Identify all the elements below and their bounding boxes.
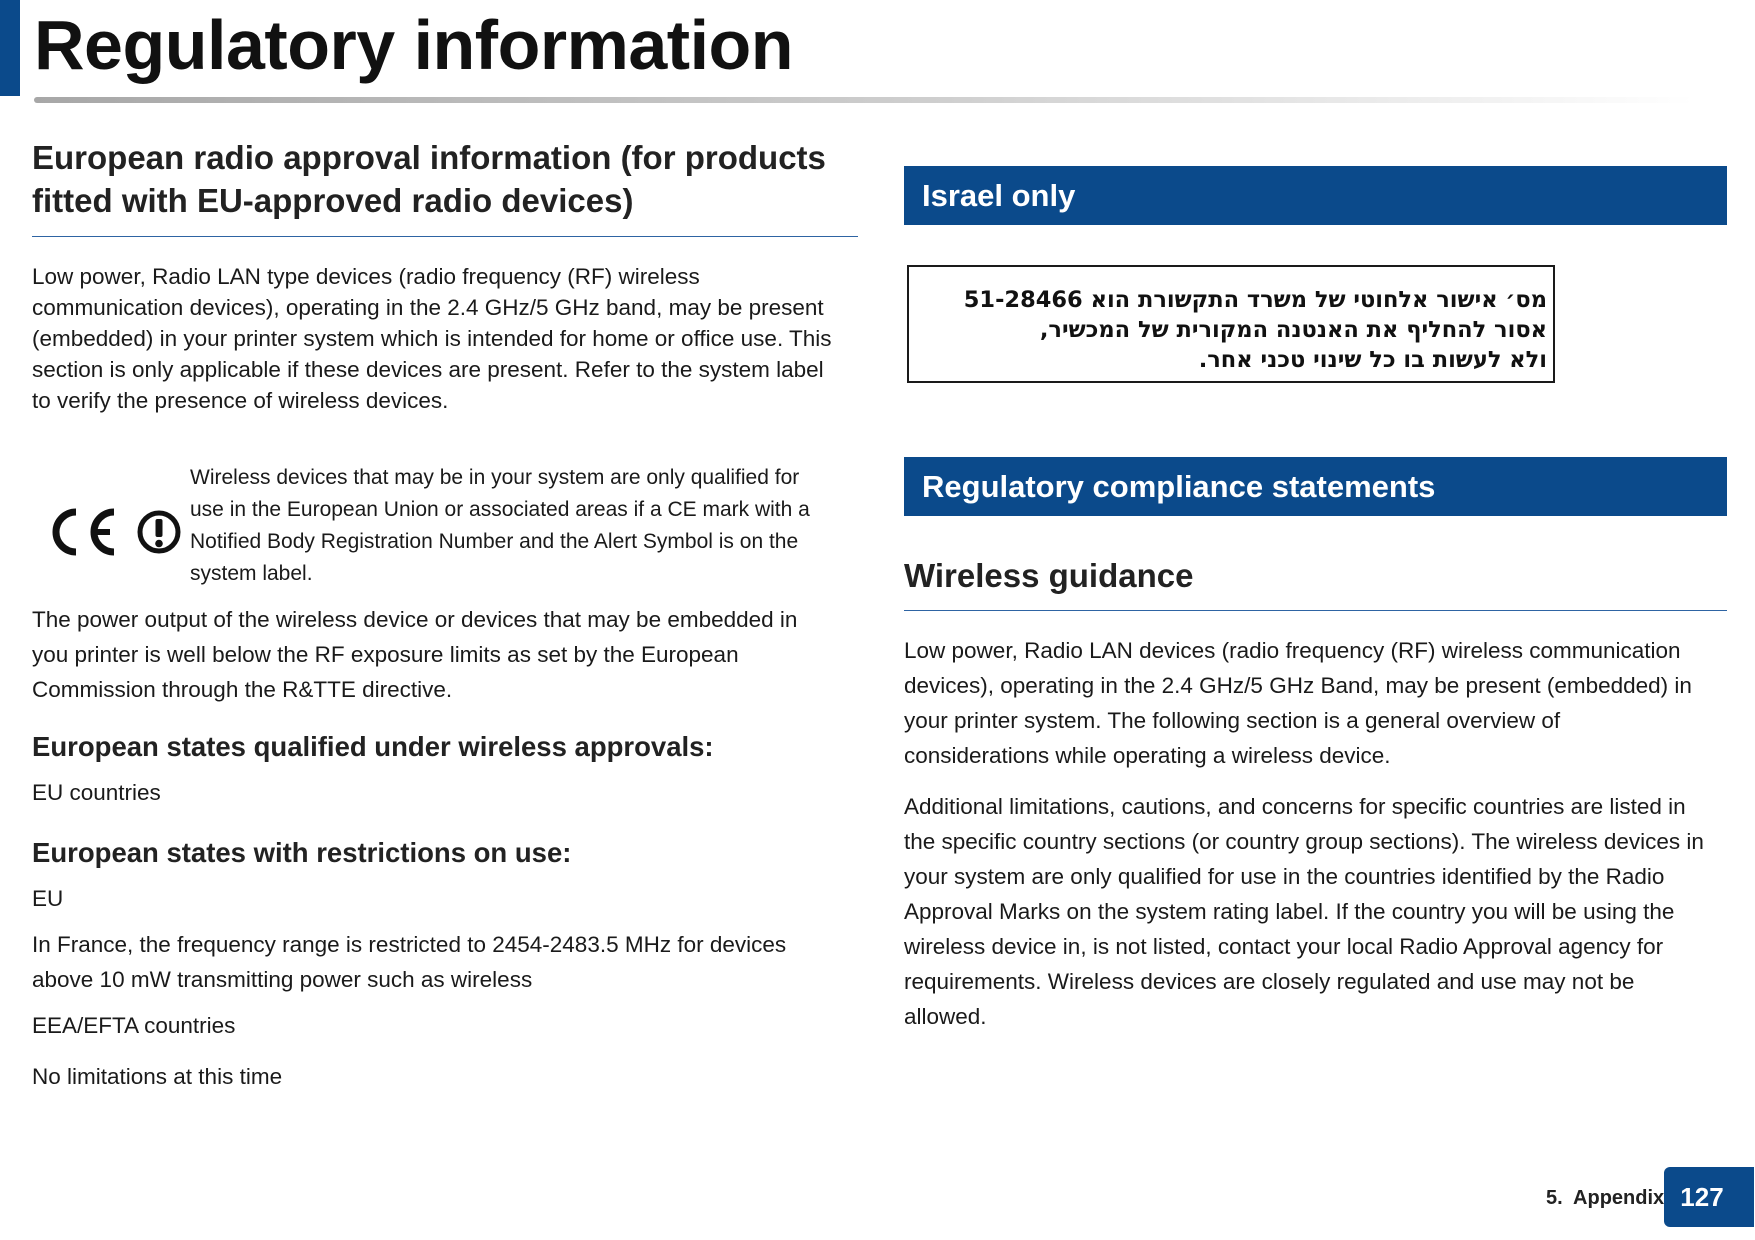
intro-paragraph: Low power, Radio LAN type devices (radio frequency (RF) wireless communication devices), operating in the 2.4 GHz/5 GHz band, may be present (embedded) in your printer system which is intended for home or office use. This section is only applicable if these devices are present. Refer to the system label to verify the presence of wireless devices. bbox=[32, 264, 832, 413]
ce-note-text: Wireless devices that may be in your system are only qualified for use in the European Union or associated areas if a CE mark with a Notified Body Registration Number and the Alert Symbol is on the system label. bbox=[190, 466, 810, 585]
approval-number: 51-28466 bbox=[963, 287, 1083, 313]
eea-efta-text: No limitations at this time bbox=[32, 1064, 283, 1089]
left-column bbox=[32, 136, 858, 1092]
hebrew-line-2: אסור להחליף את האנטנה המקורית של המכשיר, bbox=[1039, 317, 1547, 343]
france-restriction-paragraph: In France, the frequency range is restricted to 2454-2483.5 MHz for devices above 10 mW transmitting power such as wireless bbox=[32, 932, 787, 992]
wireless-guidance-heading: Wireless guidance bbox=[904, 557, 1194, 594]
wireless-paragraph-1: Low power, Radio LAN devices (radio frequency (RF) wireless communication devices), operating in the 2.4 GHz/5 GHz Band, may be present (embedded) in your printer system. The following section is a general overview of considerations while operating a wireless device. bbox=[904, 638, 1692, 768]
israel-approval-box bbox=[907, 265, 1555, 383]
hebrew-line-3: ולא לעשות בו כל שינוי טכני אחר. bbox=[1198, 347, 1547, 373]
heading-rule bbox=[904, 610, 1727, 611]
qualified-states-heading: European states qualified under wireless approvals: bbox=[32, 731, 714, 762]
eea-efta-label: EEA/EFTA countries bbox=[32, 1013, 236, 1038]
qualified-states-text: EU countries bbox=[32, 780, 161, 805]
israel-section-bar: Israel only bbox=[904, 166, 1727, 225]
eu-radio-heading: European radio approval information (for products fitted with EU-approved radio devices) bbox=[32, 139, 826, 219]
header-accent-bar bbox=[0, 0, 20, 96]
ce-alert-mark-icon bbox=[42, 504, 182, 560]
header-divider bbox=[34, 97, 1694, 103]
power-output-paragraph: The power output of the wireless device or devices that may be embedded in you printer is well below the RF exposure limits as set by the European Commission through the R&TTE directive. bbox=[32, 607, 798, 702]
heading-rule bbox=[32, 236, 858, 237]
eu-label: EU bbox=[32, 886, 64, 911]
wireless-paragraph-2: Additional limitations, cautions, and concerns for specific countries are listed in the specific country sections (or country group sections). The wireless devices in your system are only qualified for use in the countries identified by the Radio Approval Marks on the system rating label. If the country you will be using the wireless device in, is not listed, contact your local Radio Approval agency for requirements. Wireless devices are closely regulated and use may not be allowed. bbox=[904, 794, 1704, 1029]
page-title: Regulatory information bbox=[34, 6, 794, 84]
page-number-badge bbox=[1664, 1167, 1754, 1227]
compliance-section-bar: Regulatory compliance statements bbox=[904, 457, 1727, 516]
right-column bbox=[904, 166, 1727, 1034]
page-number: 127 bbox=[1680, 1182, 1724, 1212]
ce-notice bbox=[32, 462, 858, 590]
restricted-states-heading: European states with restrictions on use: bbox=[32, 837, 572, 868]
footer-section-label: 5. Appendix bbox=[1546, 1187, 1665, 1209]
hebrew-line-1: מס׳ אישור אלחוטי של משרד התקשורת הוא 51-28466 bbox=[963, 287, 1547, 313]
